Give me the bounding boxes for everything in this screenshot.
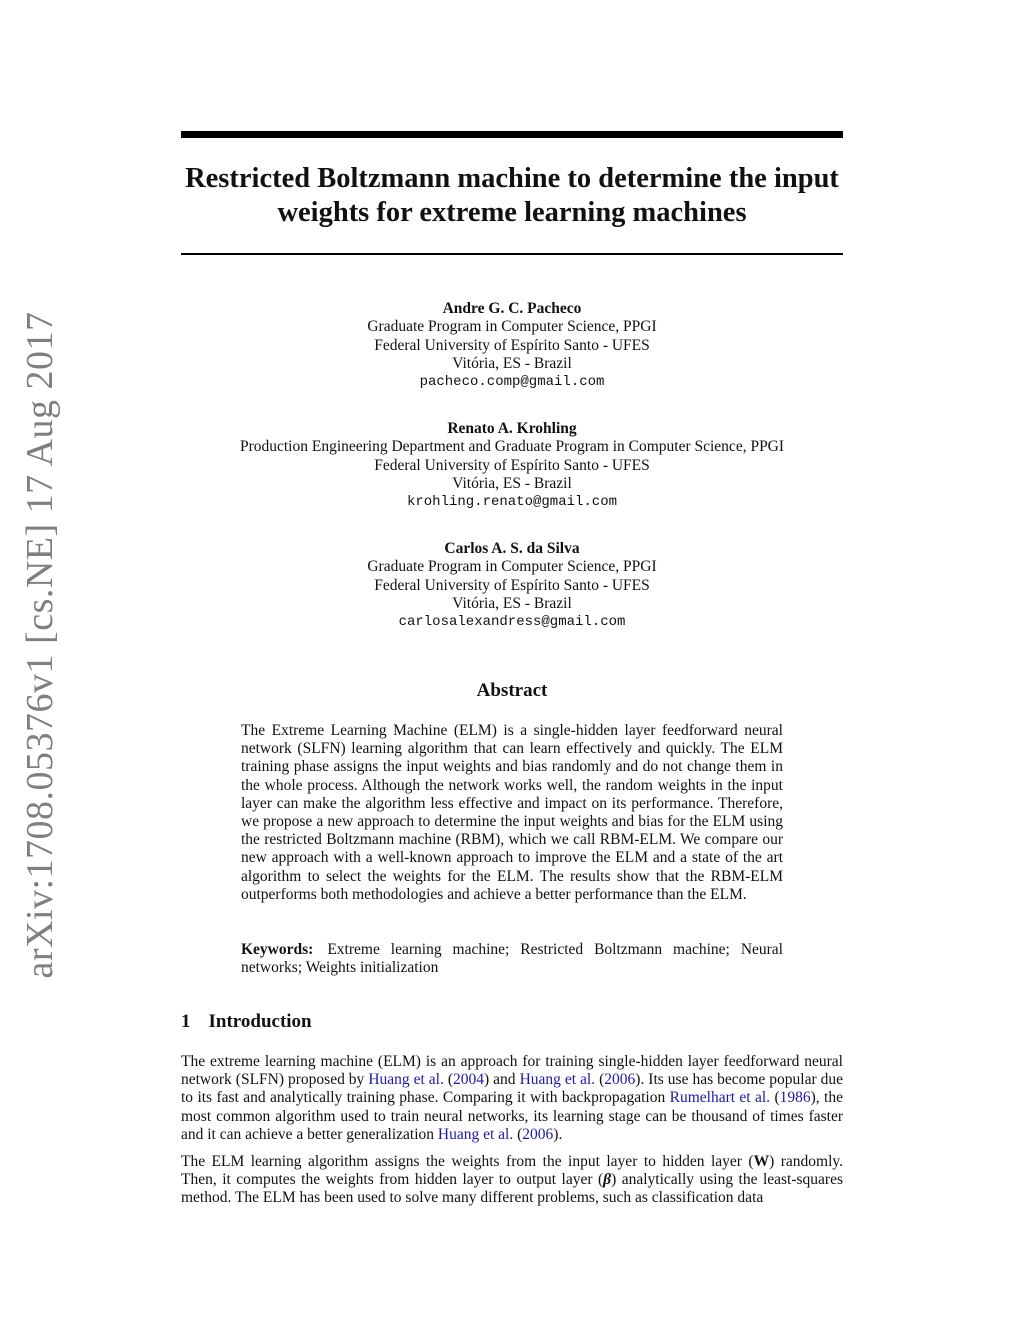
text-run: ( [770,1089,780,1107]
citation-link[interactable]: Rumelhart et al. [669,1089,771,1107]
author-affiliation-line: Federal University of Espírito Santo - UFES [374,456,650,474]
text-run: ) and [484,1071,520,1089]
author-affiliation-line: Vitória, ES - Brazil [452,474,572,492]
citation-year-link[interactable]: 2004 [453,1071,485,1089]
section-number: 1 [181,1011,191,1032]
text-run: ( [443,1071,454,1089]
citation-year-link[interactable]: 2006 [604,1071,636,1089]
citation-link[interactable]: Huang et al. [437,1125,514,1143]
citation-link[interactable]: Huang et al. [519,1071,596,1089]
arxiv-identifier [10,311,70,979]
abstract-heading: Abstract [476,680,548,701]
author-email[interactable]: carlosalexandress@gmail.com [398,614,626,631]
author-affiliation-line: Federal University of Espírito Santo - UFES [374,336,650,354]
math-symbol-beta: β [603,1171,612,1189]
author-block-1 [181,300,843,391]
author-affiliation-line: Production Engineering Department and Graduate Program in Computer Science, PPGI [239,438,785,456]
author-affiliation-line: Graduate Program in Computer Science, PPGI [367,558,657,576]
author-block-2 [181,420,843,511]
citation-link[interactable]: Huang et al. [368,1071,444,1089]
citation-year-link[interactable]: 1986 [779,1089,811,1107]
text-run: ) analytically using the least-squares method. The ELM has been used to solve many different problems, such as classification data [181,1171,843,1207]
title-bottom-rule [181,253,843,255]
author-affiliation-line: Graduate Program in Computer Science, PPGI [367,318,657,336]
author-name: Carlos A. S. da Silva [444,540,580,557]
keywords [241,941,783,977]
author-name: Andre G. C. Pacheco [442,300,582,317]
author-affiliation-line: Vitória, ES - Brazil [452,594,572,612]
section-title: Introduction [208,1011,312,1032]
author-name: Renato A. Krohling [447,420,577,437]
author-email[interactable]: krohling.renato@gmail.com [406,494,618,511]
citation-year-link[interactable]: 2006 [522,1125,554,1143]
arxiv-id-text: arXiv:1708.05376v1 [cs.NE] 17 Aug 2017 [19,311,61,979]
author-block-3 [181,540,843,631]
text-run: The extreme learning machine (ELM) is an approach for training single-hidden layer feedforward neural network (SLFN) proposed by [181,1053,843,1089]
text-run: The ELM learning algorithm assigns the weights from the input layer to hidden layer ( [181,1153,754,1170]
keywords-text: Extreme learning machine; Restricted Boltzmann machine; Neural networks; Weights initialization [241,941,783,977]
author-email[interactable]: pacheco.comp@gmail.com [419,374,605,391]
math-symbol-w: W [753,1153,770,1170]
text-run: ). Its use has become popular due to its fast and analytically training phase. Comparing it with backpropagation [181,1071,844,1107]
text-run: ). [553,1125,563,1143]
title-top-rule [181,131,843,138]
text-run: ) randomly. Then, it computes the weights from hidden layer to output layer ( [181,1153,843,1189]
text-run: ( [595,1071,605,1089]
intro-paragraph-1 [181,1053,843,1144]
abstract-text: The Extreme Learning Machine (ELM) is a single-hidden layer feedforward neural network (SLFN) learning algorithm that can learn effectively and quickly. The ELM training phase assigns the input weights and bias randomly and do not change them in the whole process. Although the network works well, the random weights in the input layer can make the algorithm less effective and impact on its performance. Therefore, we propose a new approach to determine the input weights and bias for the ELM using the restricted Boltzmann machine (RBM), which we call RBM-ELM. We compare our new approach with a well-known approach to improve the ELM and a state of the art algorithm to select the weights for the ELM. The results show that the RBM-ELM outperforms both methodologies and achieve a better performance than the ELM. [241,722,783,903]
text-run: ), the most common algorithm used to train neural networks, its learning stage can be thousand of times faster and it can achieve a better generalization [181,1089,843,1143]
keywords-label: Keywords: [241,941,314,958]
intro-paragraph-2 [181,1153,843,1208]
author-affiliation-line: Federal University of Espírito Santo - UFES [374,576,650,594]
section-heading-introduction [181,1011,312,1033]
text-run: ( [513,1125,523,1143]
author-affiliation-line: Vitória, ES - Brazil [452,354,572,372]
paper-title: Restricted Boltzmann machine to determine the input weights for extreme learning machines [185,163,839,228]
